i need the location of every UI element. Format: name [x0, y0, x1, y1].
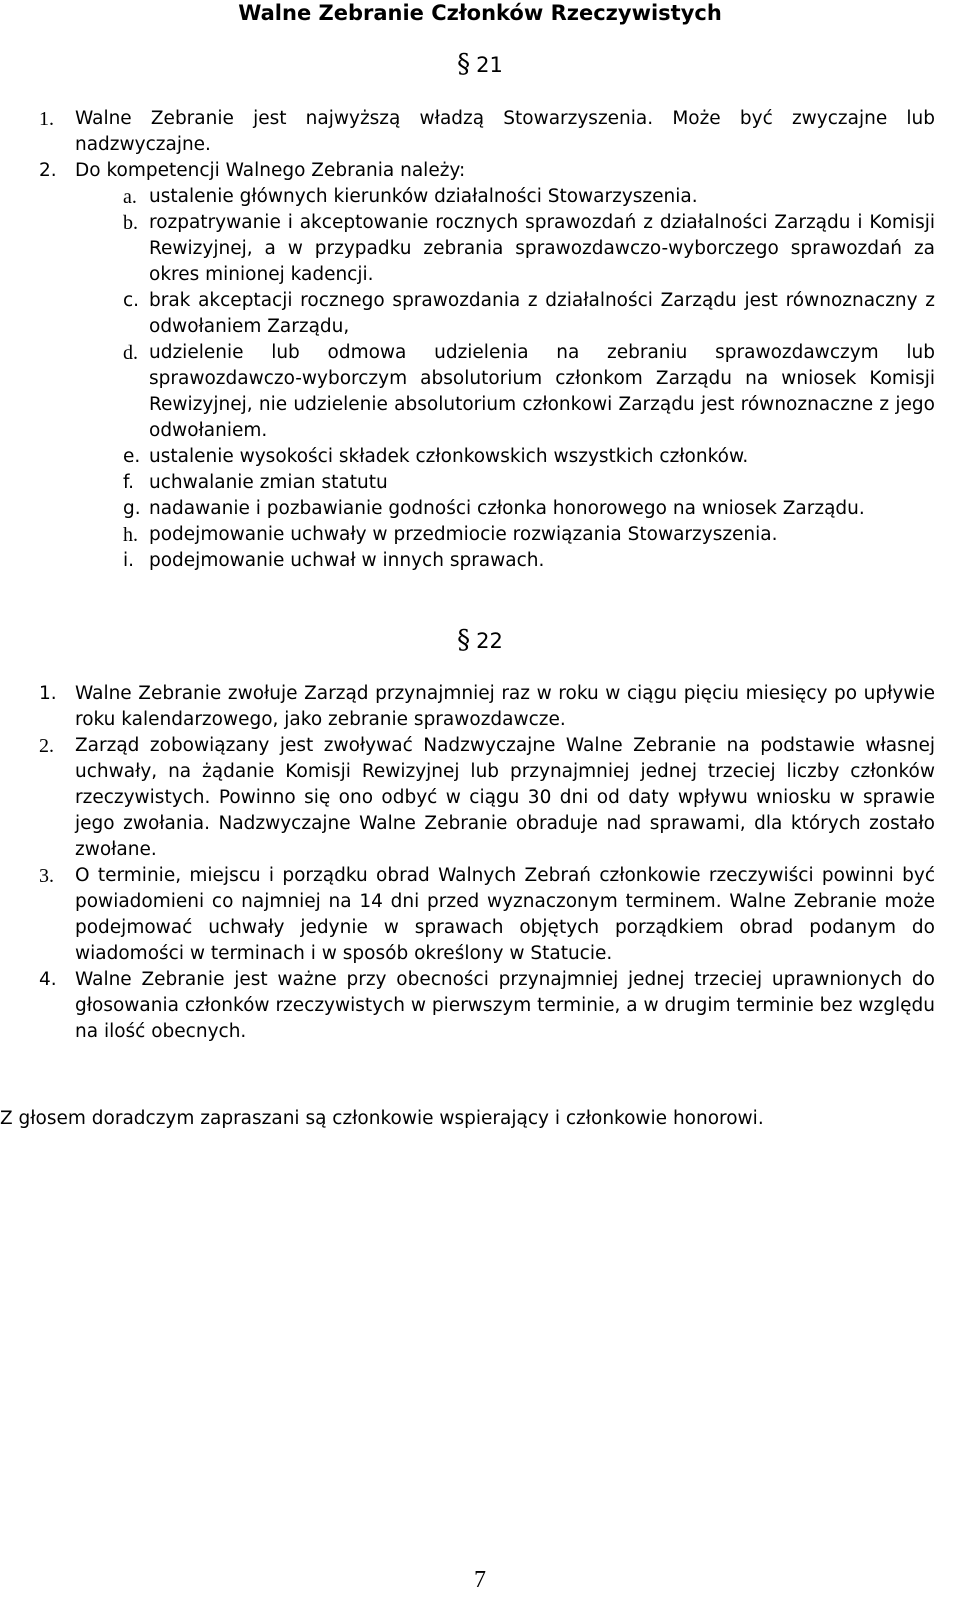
list-marker: 2.	[39, 160, 57, 181]
sub-list-item	[123, 496, 935, 522]
sub-list-item	[123, 522, 935, 548]
list-marker: b.	[123, 212, 138, 234]
list-item	[39, 106, 935, 158]
list-marker: 1.	[39, 683, 57, 704]
section-21-heading	[0, 50, 960, 79]
list-marker: d.	[123, 342, 138, 364]
list-marker: i.	[123, 550, 135, 571]
list-marker: h.	[123, 524, 138, 546]
page-number: 7	[474, 1567, 486, 1593]
list-marker: 3.	[39, 865, 54, 887]
list-item	[39, 967, 935, 1045]
closing-note: Z głosem doradczym zapraszani są członkowie wspierający i członkowie honorowi.	[0, 1108, 764, 1129]
list-item	[39, 733, 935, 863]
list-item-text: Walne Zebranie jest ważne przy obecności przynajmniej jednej trzeciej uprawnionych do głosowania członków rzeczywistych w pierwszym terminie, a w drugim terminie bez względu na ilość obecnych.	[75, 969, 935, 1042]
list-marker: 1.	[39, 108, 54, 130]
sub-list-item	[123, 340, 935, 444]
list-item-text: ustalenie głównych kierunków działalności Stowarzyszenia.	[149, 186, 698, 207]
list-marker: e.	[123, 446, 141, 467]
list-item-text: ustalenie wysokości składek członkowskich wszystkich członków.	[149, 446, 749, 467]
list-item-text: Zarząd zobowiązany jest zwoływać Nadzwyczajne Walne Zebranie na podstawie własnej uchwały, na żądanie Komisji Rewizyjnej lub przynajmniej jednej trzeciej liczby członków rzeczywistych. Powinno się ono odbyć w ciągu 30 dni od daty wpływu wniosku w sprawie jego zwołania. Nadzwyczajne Walne Zebranie obraduje nad sprawami, dla których zostało zwołane.	[75, 735, 935, 860]
list-item-text: Walne Zebranie jest najwyższą władzą Stowarzyszenia. Może być zwyczajne lub nadzwyczajne.	[75, 108, 935, 155]
section-number: 21	[476, 53, 503, 77]
sub-list-item	[123, 548, 935, 574]
list-marker: g.	[123, 498, 141, 519]
section-22-body	[0, 681, 960, 1045]
list-item-text: rozpatrywanie i akceptowanie rocznych sprawozdań z działalności Zarządu i Komisji Rewizyjnej, a w przypadku zebrania sprawozdawczo-wyborczego sprawozdań za okres minionej kadencji.	[149, 212, 935, 285]
sub-list-item	[123, 444, 935, 470]
list-marker: 4.	[39, 969, 57, 990]
list-item-text: podejmowanie uchwały w przedmiocie rozwiązania Stowarzyszenia.	[149, 524, 778, 545]
sub-list-item	[123, 288, 935, 340]
list-marker: a.	[123, 186, 137, 208]
list-marker: f.	[123, 472, 135, 493]
section-21-body	[0, 106, 960, 574]
sub-list-item	[123, 184, 935, 210]
list-item-text: nadawanie i pozbawianie godności członka honorowego na wniosek Zarządu.	[149, 498, 865, 519]
list-item-text: O terminie, miejscu i porządku obrad Walnych Zebrań członkowie rzeczywiści powinni być powiadomieni co najmniej na 14 dni przed wyznaczonym terminem. Walne Zebranie może podejmować uchwały jedynie w sprawach objętych porządkiem obrad podanym do wiadomości w terminach i w sposób określony w Statucie.	[75, 865, 935, 964]
list-item-text: podejmowanie uchwał w innych sprawach.	[149, 550, 545, 571]
list-item	[39, 863, 935, 967]
section-22-heading	[0, 626, 960, 655]
document-title: Walne Zebranie Członków Rzeczywistych	[238, 1, 722, 25]
list-marker: c.	[123, 290, 140, 311]
list-item	[39, 681, 935, 733]
list-item	[39, 158, 935, 184]
list-item-text: brak akceptacji rocznego sprawozdania z działalności Zarządu jest równoznaczny z odwołaniem Zarządu,	[149, 290, 935, 337]
sub-list-item	[123, 210, 935, 288]
list-item-text: Walne Zebranie zwołuje Zarząd przynajmniej raz w roku w ciągu pięciu miesięcy po upływie roku kalendarzowego, jako zebranie sprawozdawcze.	[75, 683, 935, 730]
list-marker: 2.	[39, 735, 54, 757]
section-symbol: §	[457, 625, 471, 655]
section-symbol: §	[457, 49, 471, 79]
sub-list-item	[123, 470, 935, 496]
list-item-text: udzielenie lub odmowa udzielenia na zebraniu sprawozdawczym lub sprawozdawczo-wyborczym absolutorium członkom Zarządu na wniosek Komisji Rewizyjnej, nie udzielenie absolutorium członkowi Zarządu jest równoznaczne z jego odwołaniem.	[149, 342, 935, 441]
list-item-text: Do kompetencji Walnego Zebrania należy:	[75, 160, 466, 181]
list-item-text: uchwalanie zmian statutu	[149, 472, 388, 493]
section-number: 22	[476, 629, 503, 653]
